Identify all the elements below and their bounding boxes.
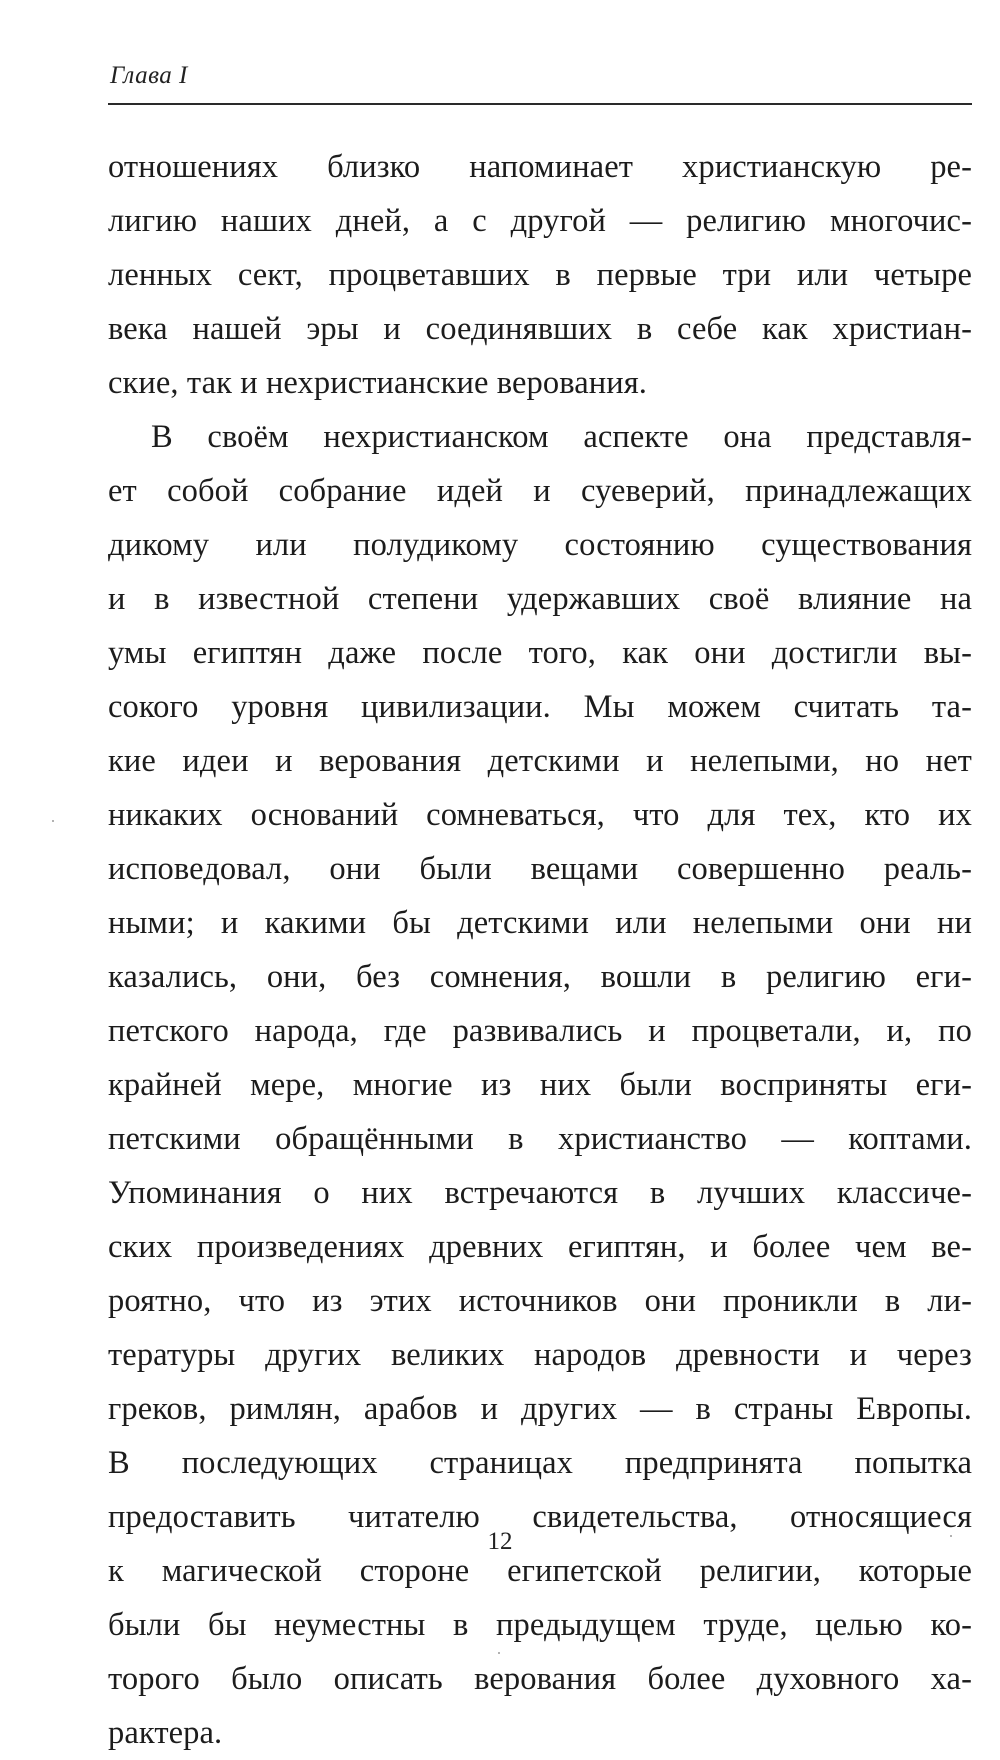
text-line: дикому или полудикому состоянию существования bbox=[108, 527, 972, 563]
scan-speck bbox=[498, 1652, 500, 1654]
text-line: греков, римлян, арабов и других — в страны Европы. bbox=[108, 1391, 972, 1427]
text-line: отношениях близко напоминает христианскую ре- bbox=[108, 149, 972, 185]
text-line: ет собой собрание идей и суеверий, принадлежащих bbox=[108, 473, 972, 509]
text-line: предоставить читателю свидетельства, относящиеся bbox=[108, 1499, 972, 1535]
text-line: крайней мере, многие из них были восприняты еги- bbox=[108, 1067, 972, 1103]
text-line: умы египтян даже после того, как они достигли вы- bbox=[108, 635, 972, 671]
body-text bbox=[108, 140, 972, 1760]
text-line: исповедовал, они были вещами совершенно реаль- bbox=[108, 851, 972, 887]
text-line: были бы неуместны в предыдущем труде, целью ко- bbox=[108, 1607, 972, 1643]
text-line: никаких оснований сомневаться, что для тех, кто их bbox=[108, 797, 972, 833]
text-line: ских произведениях древних египтян, и более чем ве- bbox=[108, 1229, 972, 1265]
text-line: и в известной степени удержавших своё влияние на bbox=[108, 581, 972, 617]
text-line: ские, так и нехристианские верования. bbox=[108, 365, 647, 401]
text-line: В своём нехристианском аспекте она представля- bbox=[151, 419, 972, 455]
text-line: Упоминания о них встречаются в лучших классиче- bbox=[108, 1175, 972, 1211]
running-head-chapter-title: Глава I bbox=[110, 62, 188, 89]
header-rule bbox=[108, 103, 972, 105]
scan-speck bbox=[950, 1535, 952, 1537]
text-line: кие идеи и верования детскими и нелепыми, но нет bbox=[108, 743, 972, 779]
page-number: 12 bbox=[487, 1528, 513, 1555]
text-line: лигию наших дней, а с другой — религию многочис- bbox=[108, 203, 972, 239]
text-line: петского народа, где развивались и процветали, и, по bbox=[108, 1013, 972, 1049]
text-line: роятно, что из этих источников они проникли в ли- bbox=[108, 1283, 972, 1319]
text-line: В последующих страницах предпринята попытка bbox=[108, 1445, 972, 1481]
text-line: казались, они, без сомнения, вошли в религию еги- bbox=[108, 959, 972, 995]
text-line: тературы других великих народов древности и через bbox=[108, 1337, 972, 1373]
text-line: к магической стороне египетской религии, которые bbox=[108, 1553, 972, 1589]
text-line: рактера. bbox=[108, 1715, 223, 1751]
text-line: ными; и какими бы детскими или нелепыми они ни bbox=[108, 905, 972, 941]
text-line: сокого уровня цивилизации. Мы можем считать та- bbox=[108, 689, 972, 725]
text-line: торого было описать верования более духовного ха- bbox=[108, 1661, 972, 1697]
text-line: петскими обращёнными в христианство — коптами. bbox=[108, 1121, 972, 1157]
text-line: ленных сект, процветавших в первые три или четыре bbox=[108, 257, 972, 293]
text-line: века нашей эры и соединявших в себе как христиан- bbox=[108, 311, 972, 347]
scan-speck bbox=[52, 820, 54, 822]
